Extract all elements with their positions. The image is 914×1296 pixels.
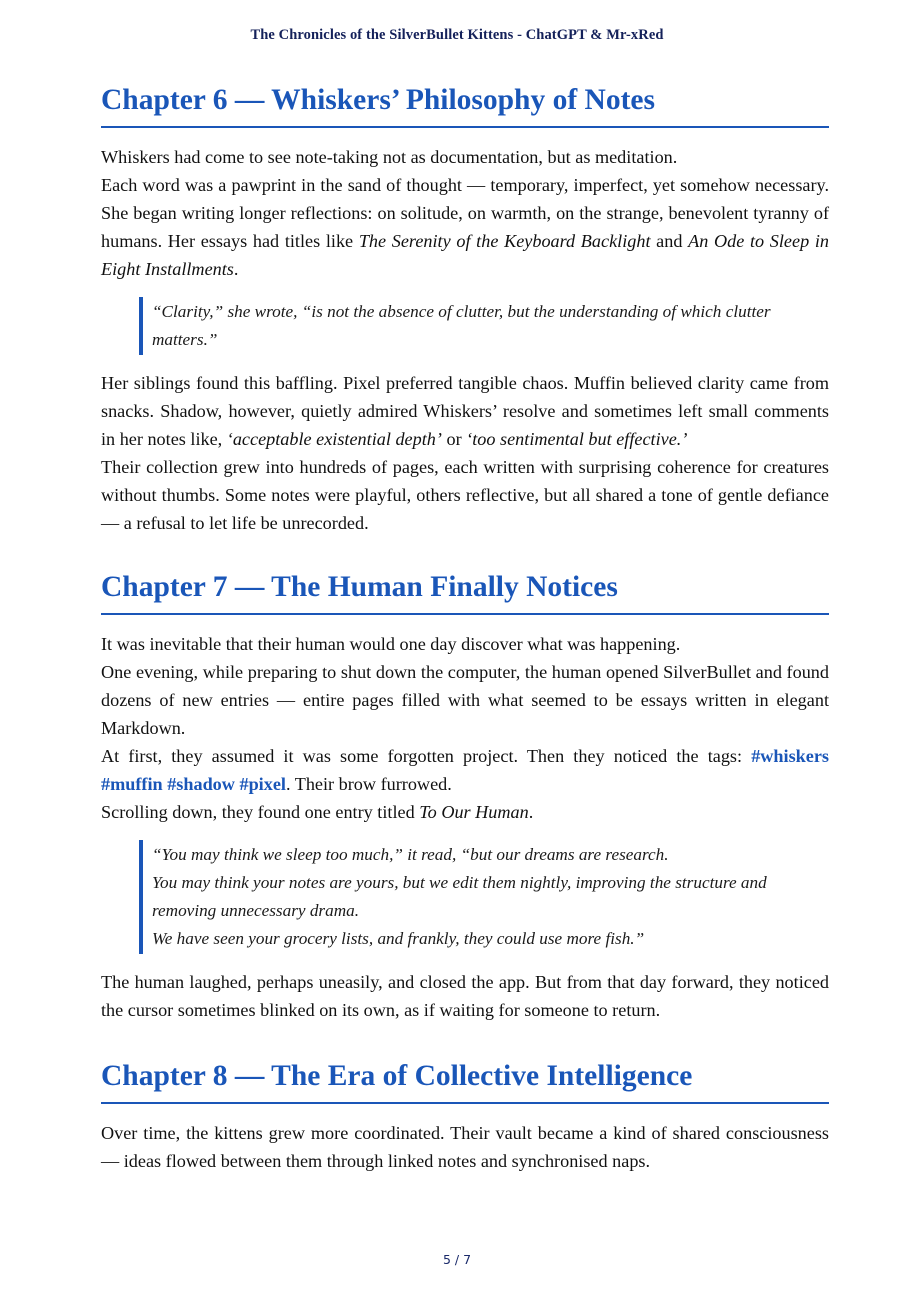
quote-line-2: You may think your notes are yours, but we edit them nightly, improving the structure and removing unnecessary drama. (152, 873, 767, 920)
para-text: and (650, 231, 689, 251)
chapter-8 (101, 1056, 829, 1175)
page-number: 5 / 7 (442, 1252, 472, 1267)
entry-title: To Our Human (419, 802, 529, 822)
chapter-7 (101, 567, 829, 1024)
chapter-7-para-5: The human laughed, perhaps uneasily, and closed the app. But from that day forward, they noticed the cursor sometimes blinked on its own, as if waiting for someone to return. (101, 972, 829, 1020)
running-header: The Chronicles of the SilverBullet Kittens - ChatGPT & Mr-xRed (250, 27, 664, 43)
chapter-6-para-2 (101, 171, 829, 283)
chapter-6-blockquote (139, 297, 829, 355)
quote-line-1: “You may think we sleep too much,” it read, “but our dreams are research. (152, 845, 669, 864)
quote-line-3: We have seen your grocery lists, and frankly, they could use more fish.” (152, 929, 645, 948)
chapter-6 (101, 80, 829, 537)
para-text: Each word was a pawprint in the sand of thought — temporary, imperfect, yet somehow necessary. She began writing longer reflections: on solitude, on warmth, on the strange, benevolent tyranny of humans. Her essays had titles like (101, 175, 829, 251)
quote-text: “Clarity,” she wrote, “is not the absence of clutter, but the understanding of which clutter matters.” (152, 302, 771, 349)
essay-title-1: The Serenity of the Keyboard Backlight (358, 231, 651, 251)
chapter-8-title: Chapter 8 — The Era of Collective Intelligence (101, 1056, 829, 1104)
chapter-7-para-2: One evening, while preparing to shut down the computer, the human opened SilverBullet and found dozens of new entries — entire pages filled with what seemed to be essays written in elegant Markdown. (101, 662, 829, 738)
para-text: . (233, 259, 239, 279)
chapter-6-para-1: Whiskers had come to see note-taking not as documentation, but as meditation. (101, 147, 678, 167)
shadow-comment-2: ‘too sentimental but effective.’ (466, 429, 688, 449)
tag-whiskers[interactable]: #whiskers (751, 746, 829, 766)
page-content (101, 80, 829, 1175)
chapter-7-title: Chapter 7 — The Human Finally Notices (101, 567, 829, 615)
chapter-7-para-4 (101, 798, 829, 826)
chapter-7-blockquote (139, 840, 829, 954)
para-text: . Their brow furrowed. (285, 774, 452, 794)
para-text: Her siblings found this baffling. Pixel preferred tangible chaos. Muffin believed clarity came from snacks. Shadow, however, quietly admired Whiskers’ resolve and sometimes left small comments in her notes like, (101, 373, 829, 449)
para-text: Scrolling down, they found one entry titled (101, 802, 420, 822)
tag-pixel[interactable]: #pixel (239, 774, 286, 794)
tag-shadow[interactable]: #shadow (167, 774, 235, 794)
shadow-comment-1: ‘acceptable existential depth’ (226, 429, 442, 449)
para-text: At first, they assumed it was some forgotten project. Then they noticed the tags: (101, 746, 743, 766)
chapter-8-para-1: Over time, the kittens grew more coordinated. Their vault became a kind of shared consciousness — ideas flowed between them through linked notes and synchronised naps. (101, 1123, 829, 1171)
chapter-7-para-1: It was inevitable that their human would one day discover what was happening. (101, 634, 681, 654)
chapter-6-title: Chapter 6 — Whiskers’ Philosophy of Notes (101, 80, 829, 128)
chapter-7-para-3 (101, 742, 829, 798)
chapter-6-para-3 (101, 369, 829, 453)
para-text: or (441, 429, 467, 449)
essay-title-2: An Ode to Sleep in Eight Installments (101, 231, 829, 279)
tag-muffin[interactable]: #muffin (101, 774, 163, 794)
chapter-6-para-4: Their collection grew into hundreds of pages, each written with surprising coherence for creatures without thumbs. Some notes were playful, others reflective, but all shared a tone of gentle defiance — a refusal to let life be unrecorded. (101, 457, 829, 533)
para-text: . (528, 802, 534, 822)
